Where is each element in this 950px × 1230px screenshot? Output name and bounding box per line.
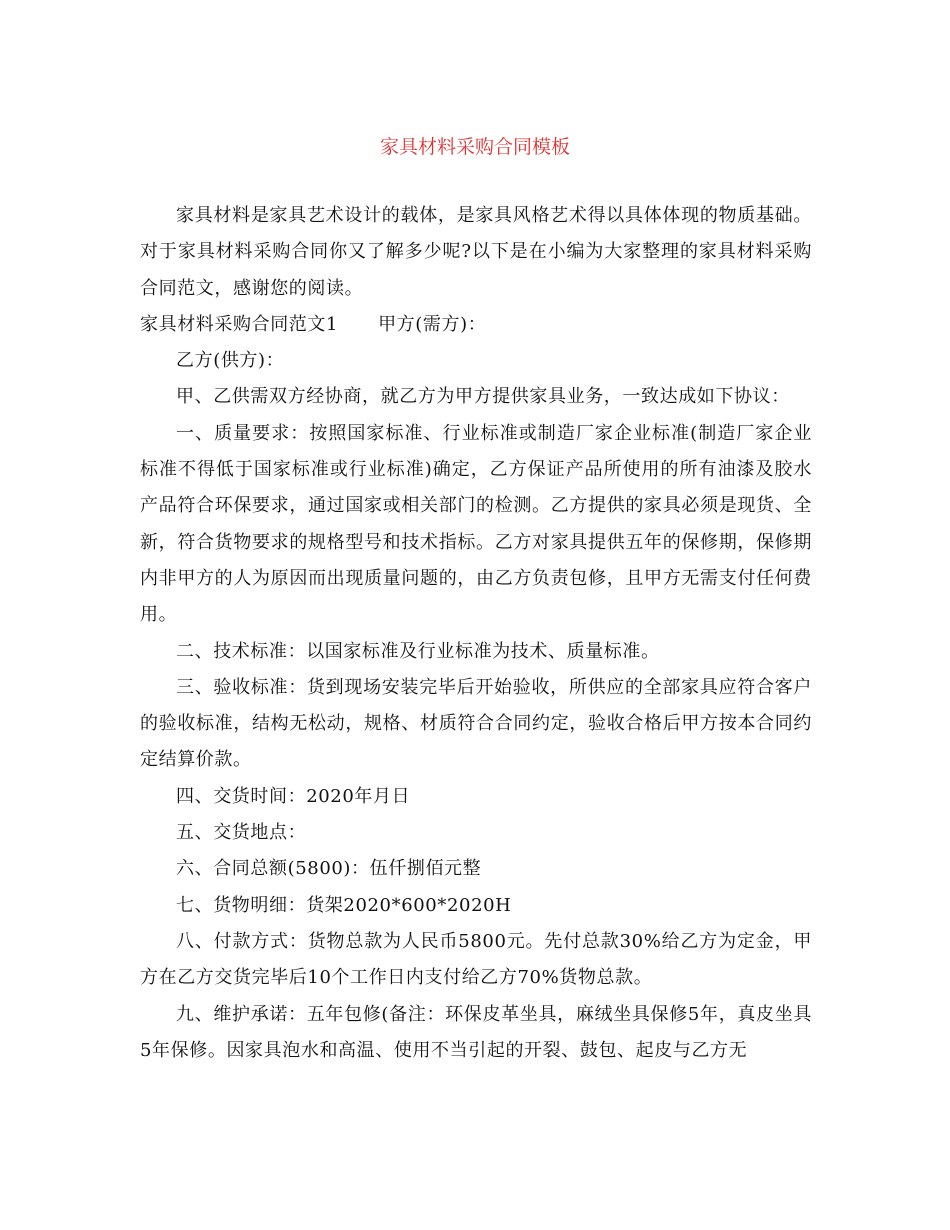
clause-delivery-place: 五、交货地点： — [176, 822, 307, 844]
clause-acceptance: 三、验收标准：货到现场安装完毕后开始验收，所供应的全部家具应符合客户的验收标准，结构无松动，规格、材质符合合同约定，验收合格后甲方按本合同约定结算价款。 — [140, 676, 812, 771]
clause-payment: 八、付款方式：货物总款为人民币5800元。先付总款30%给乙方为定金，甲方在乙方交货完毕后10个工作日内支付给乙方70%货物总款。 — [140, 930, 812, 989]
document-title: 家具材料采购合同模板 — [379, 136, 570, 158]
sample-heading: 家具材料采购合同范文1 — [140, 313, 339, 335]
sample-heading-line — [140, 307, 812, 343]
clause-quality: 一、质量要求：按照国家标准、行业标准或制造厂家企业标准(制造厂家企业标准不得低于国家标准或行业标准)确定，乙方保证产品所使用的所有油漆及胶水产品符合环保要求，通过国家或相关部门的检测。乙方提供的家具必须是现货、全新，符合货物要求的规格型号和技术指标。乙方对家具提供五年的保修期，保修期内非甲方的人为原因而出现质量问题的，由乙方负责包修，且甲方无需支付任何费用。 — [140, 422, 812, 626]
party-b-label: 乙方(供方)： — [176, 350, 285, 372]
document-body — [140, 198, 812, 1069]
clause-goods-detail: 七、货物明细：货架2020*600*2020H — [176, 894, 512, 916]
party-a-label: 甲方(需方)： — [378, 313, 487, 335]
clause-technical-standard: 二、技术标准：以国家标准及行业标准为技术、质量标准。 — [176, 640, 660, 662]
preamble-paragraph: 甲、乙供需双方经协商，就乙方为甲方提供家具业务，一致达成如下协议： — [176, 386, 790, 408]
clause-delivery-time: 四、交货时间：2020年月日 — [176, 785, 411, 807]
intro-paragraph: 家具材料是家具艺术设计的载体，是家具风格艺术得以具体体现的物质基础。对于家具材料采购合同你又了解多少呢?以下是在小编为大家整理的家具材料采购合同范文，感谢您的阅读。 — [140, 205, 812, 299]
clause-contract-total: 六、合同总额(5800)：伍仟捌佰元整 — [176, 858, 482, 880]
clause-maintenance: 九、维护承诺：五年包修(备注：环保皮革坐具，麻绒坐具保修5年，真皮坐具5年保修。因家具泡水和高温、使用不当引起的开裂、鼓包、起皮与乙方无 — [140, 1003, 812, 1061]
